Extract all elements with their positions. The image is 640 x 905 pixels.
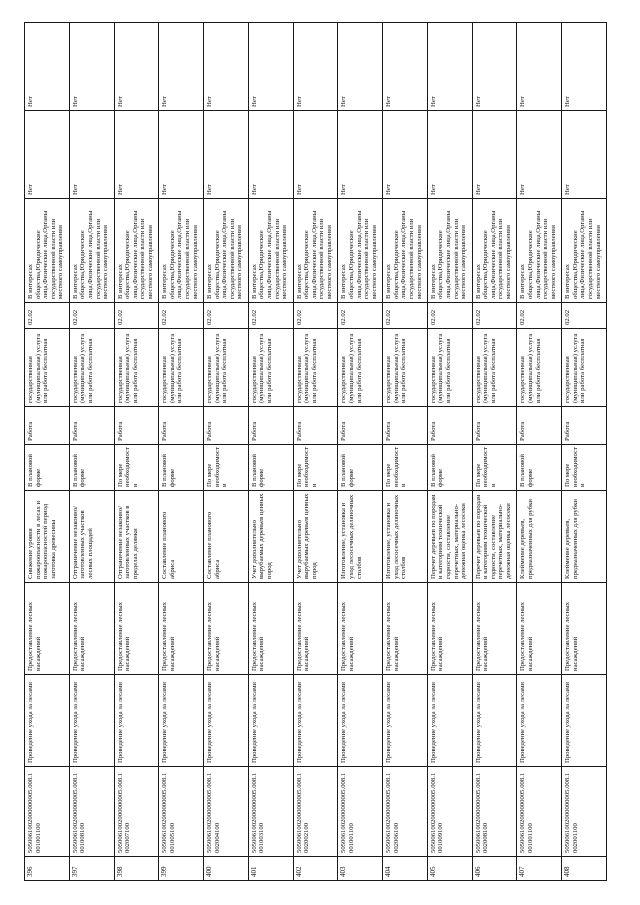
registry-code: 5050061002000000005.008.1 001008100 bbox=[69, 767, 114, 857]
category: Работа bbox=[472, 407, 517, 445]
row-number: 400 bbox=[204, 857, 249, 881]
work-condition: По мере необходимости bbox=[204, 445, 249, 491]
payment-nature: государственная (муниципальная) услуга или работа бесплатная bbox=[25, 329, 70, 407]
category: Работа bbox=[293, 407, 338, 445]
row-number: 405 bbox=[427, 857, 472, 881]
okved-code: 02.02 bbox=[338, 303, 383, 329]
table-row bbox=[427, 23, 472, 881]
category: Работа bbox=[204, 407, 249, 445]
flag-column-2: Нет bbox=[427, 23, 472, 111]
table-row bbox=[338, 23, 383, 881]
flag-column-1: Нет bbox=[248, 111, 293, 199]
row-number: 408 bbox=[562, 857, 607, 881]
row-number: 406 bbox=[472, 857, 517, 881]
row-number: 397 bbox=[69, 857, 114, 881]
service-type: Предоставление лесных насаждений bbox=[517, 583, 562, 675]
service-name: Проведение ухода за лесами bbox=[338, 675, 383, 767]
okved-code: 02.02 bbox=[472, 303, 517, 329]
service-name: Проведение ухода за лесами bbox=[204, 675, 249, 767]
service-name: Проведение ухода за лесами bbox=[248, 675, 293, 767]
consumers: В интересах общества,Юридические лица,Физические лица,Органы государственной власти или местного самоуправления bbox=[69, 199, 114, 303]
okved-code: 02.02 bbox=[562, 303, 607, 329]
flag-column-2: Нет bbox=[69, 23, 114, 111]
work-condition: По мере необходимости bbox=[293, 445, 338, 491]
table-row bbox=[159, 23, 204, 881]
work-condition: По мере необходимости bbox=[383, 445, 428, 491]
service-name: Проведение ухода за лесами bbox=[517, 675, 562, 767]
service-type: Предоставление лесных насаждений bbox=[383, 583, 428, 675]
payment-nature: государственная (муниципальная) услуга или работа бесплатная bbox=[293, 329, 338, 407]
consumers: В интересах общества,Юридические лица,Физические лица,Органы государственной власти или местного самоуправления bbox=[248, 199, 293, 303]
flag-column-2: Нет bbox=[248, 23, 293, 111]
work-content: Отграничение незаконно/заготовленных участков в пределах делянки bbox=[114, 491, 159, 583]
category: Работа bbox=[427, 407, 472, 445]
table-row bbox=[25, 23, 70, 881]
service-name: Проведение ухода за лесами bbox=[159, 675, 204, 767]
flag-column-1: Нет bbox=[517, 111, 562, 199]
work-content: Клеймение деревьев, предназначенных для рубки bbox=[517, 491, 562, 583]
row-number: 404 bbox=[383, 857, 428, 881]
registry-code: 5050061002000000005.008.1 002007100 bbox=[114, 767, 159, 857]
payment-nature: государственная (муниципальная) услуга или работа бесплатная bbox=[562, 329, 607, 407]
consumers: В интересах общества,Юридические лица,Физические лица,Органы государственной власти или местного самоуправления bbox=[338, 199, 383, 303]
service-type: Предоставление лесных насаждений bbox=[204, 583, 249, 675]
work-content: Учет дополнительно вырубаемых деревьев ценных пород bbox=[248, 491, 293, 583]
row-number: 398 bbox=[114, 857, 159, 881]
flag-column-1: Нет bbox=[383, 111, 428, 199]
payment-nature: государственная (муниципальная) услуга или работа бесплатная bbox=[114, 329, 159, 407]
work-content: Перечет деревьев по породам и категориям технической годности, составление перечетных, материально-денежная оценка лесосеки bbox=[427, 491, 472, 583]
service-name: Проведение ухода за лесами bbox=[69, 675, 114, 767]
flag-column-1: Нет bbox=[338, 111, 383, 199]
work-condition: В плановой форме bbox=[248, 445, 293, 491]
work-content: Учет дополнительно вырубаемых деревьев ценных пород bbox=[293, 491, 338, 583]
registry-code: 5050061002000000005.008.1 001001100 bbox=[517, 767, 562, 857]
service-name: Проведение ухода за лесами bbox=[427, 675, 472, 767]
consumers: В интересах общества,Юридические лица,Физические лица,Органы государственной власти или местного самоуправления bbox=[383, 199, 428, 303]
service-name: Проведение ухода за лесами bbox=[293, 675, 338, 767]
payment-nature: государственная (муниципальная) услуга или работа бесплатная bbox=[69, 329, 114, 407]
payment-nature: государственная (муниципальная) услуга или работа бесплатная bbox=[204, 329, 249, 407]
table-row bbox=[383, 23, 428, 881]
registry-code: 5050061002000000005.008.1 001005100 bbox=[159, 767, 204, 857]
service-type: Предоставление лесных насаждений bbox=[248, 583, 293, 675]
work-content: Составление планового абриса bbox=[159, 491, 204, 583]
consumers: В интересах общества,Юридические лица,Физические лица,Органы государственной власти или местного самоуправления bbox=[562, 199, 607, 303]
work-content: Изготовление, установка и уход лесосечных деляночных столбов bbox=[338, 491, 383, 583]
work-content: Составление планового абриса bbox=[204, 491, 249, 583]
work-condition: По мере необходимости bbox=[114, 445, 159, 491]
payment-nature: государственная (муниципальная) услуга или работа бесплатная bbox=[338, 329, 383, 407]
service-name: Проведение ухода за лесами bbox=[562, 675, 607, 767]
work-condition: В плановой форме bbox=[25, 445, 70, 491]
work-condition: В плановой форме bbox=[517, 445, 562, 491]
payment-nature: государственная (муниципальная) услуга или работа бесплатная bbox=[159, 329, 204, 407]
flag-column-1: Нет bbox=[204, 111, 249, 199]
category: Работа bbox=[517, 407, 562, 445]
registry-code: 5050061002000000005.008.1 002006100 bbox=[383, 767, 428, 857]
work-content: Перечет деревьев по породам и категориям технической годности, составление перечетных, материально-денежная оценка лесосеки bbox=[472, 491, 517, 583]
okved-code: 02.02 bbox=[427, 303, 472, 329]
service-type: Предоставление лесных насаждений bbox=[293, 583, 338, 675]
flag-column-2: Нет bbox=[204, 23, 249, 111]
payment-nature: государственная (муниципальная) услуга или работа бесплатная bbox=[383, 329, 428, 407]
flag-column-1: Нет bbox=[472, 111, 517, 199]
service-name: Проведение ухода за лесами bbox=[472, 675, 517, 767]
category: Работа bbox=[25, 407, 70, 445]
category: Работа bbox=[114, 407, 159, 445]
flag-column-1: Нет bbox=[427, 111, 472, 199]
work-condition: По мере необходимости bbox=[472, 445, 517, 491]
work-condition: По мере необходимости bbox=[562, 445, 607, 491]
work-content: Снижение уровня пожароопасности в лесах и пожароопасностей период заготовка древесины bbox=[25, 491, 70, 583]
payment-nature: государственная (муниципальная) услуга или работа бесплатная bbox=[427, 329, 472, 407]
flag-column-2: Нет bbox=[114, 23, 159, 111]
table-row bbox=[293, 23, 338, 881]
flag-column-1: Нет bbox=[25, 111, 70, 199]
table-row bbox=[248, 23, 293, 881]
flag-column-2: Нет bbox=[293, 23, 338, 111]
okved-code: 02.02 bbox=[159, 303, 204, 329]
okved-code: 02.02 bbox=[114, 303, 159, 329]
table-body bbox=[25, 23, 607, 881]
work-condition: В плановой форме bbox=[338, 445, 383, 491]
service-name: Проведение ухода за лесами bbox=[25, 675, 70, 767]
registry-code: 5050061002000000005.008.1 002008100 bbox=[472, 767, 517, 857]
service-type: Предоставление лесных насаждений bbox=[472, 583, 517, 675]
service-type: Предоставление лесных насаждений bbox=[69, 583, 114, 675]
service-name: Проведение ухода за лесами bbox=[114, 675, 159, 767]
consumers: В интересах общества,Юридические лица,Физические лица,Органы государственной власти или местного самоуправления bbox=[114, 199, 159, 303]
service-type: Предоставление лесных насаждений bbox=[562, 583, 607, 675]
service-type: Предоставление лесных насаждений bbox=[338, 583, 383, 675]
flag-column-1: Нет bbox=[114, 111, 159, 199]
work-condition: В плановой форме bbox=[69, 445, 114, 491]
table-row bbox=[114, 23, 159, 881]
service-type: Предоставление лесных насаждений bbox=[159, 583, 204, 675]
okved-code: 02.02 bbox=[69, 303, 114, 329]
table-row bbox=[204, 23, 249, 881]
flag-column-2: Нет bbox=[562, 23, 607, 111]
services-table bbox=[24, 22, 607, 881]
service-type: Предоставление лесных насаждений bbox=[25, 583, 70, 675]
consumers: В интересах общества,Юридические лица,Физические лица,Органы государственной власти или местного самоуправления bbox=[25, 199, 70, 303]
consumers: В интересах общества,Юридические лица,Физические лица,Органы государственной власти или местного самоуправления bbox=[204, 199, 249, 303]
registry-code: 5050061002000000005.008.1 001001100 bbox=[25, 767, 70, 857]
registry-code: 5050061002000000005.008.1 001001100 bbox=[338, 767, 383, 857]
flag-column-1: Нет bbox=[159, 111, 204, 199]
work-content: Изготовление, установка и уход лесосечных деляночных столбов bbox=[383, 491, 428, 583]
flag-column-1: Нет bbox=[69, 111, 114, 199]
consumers: В интересах общества,Юридические лица,Физические лица,Органы государственной власти или местного самоуправления bbox=[427, 199, 472, 303]
okved-code: 02.02 bbox=[517, 303, 562, 329]
consumers: В интересах общества,Юридические лица,Физические лица,Органы государственной власти или местного самоуправления bbox=[517, 199, 562, 303]
row-number: 399 bbox=[159, 857, 204, 881]
flag-column-2: Нет bbox=[25, 23, 70, 111]
row-number: 403 bbox=[338, 857, 383, 881]
registry-code: 5050061002000000005.008.1 001003100 bbox=[248, 767, 293, 857]
payment-nature: государственная (муниципальная) услуга или работа бесплатная bbox=[248, 329, 293, 407]
flag-column-1: Нет bbox=[293, 111, 338, 199]
registry-code: 5050061002000000005.008.1 001009100 bbox=[427, 767, 472, 857]
table-row bbox=[562, 23, 607, 881]
okved-code: 02.02 bbox=[248, 303, 293, 329]
work-content: Клеймение деревьев, предназначенных для рубки bbox=[562, 491, 607, 583]
okved-code: 02.02 bbox=[25, 303, 70, 329]
registry-code: 5050061002000000005.008.1 002004100 bbox=[204, 767, 249, 857]
row-number: 402 bbox=[293, 857, 338, 881]
okved-code: 02.02 bbox=[383, 303, 428, 329]
category: Работа bbox=[562, 407, 607, 445]
service-type: Предоставление лесных насаждений bbox=[114, 583, 159, 675]
table-row bbox=[69, 23, 114, 881]
consumers: В интересах общества,Юридические лица,Физические лица,Органы государственной власти или местного самоуправления bbox=[159, 199, 204, 303]
work-condition: В плановой форме bbox=[159, 445, 204, 491]
flag-column-2: Нет bbox=[338, 23, 383, 111]
row-number: 407 bbox=[517, 857, 562, 881]
okved-code: 02.02 bbox=[204, 303, 249, 329]
row-number: 401 bbox=[248, 857, 293, 881]
registry-code: 5050061002000000005.008.1 002002100 bbox=[293, 767, 338, 857]
work-condition: В плановой форме bbox=[427, 445, 472, 491]
consumers: В интересах общества,Юридические лица,Физические лица,Органы государственной власти или местного самоуправления bbox=[472, 199, 517, 303]
flag-column-2: Нет bbox=[517, 23, 562, 111]
flag-column-2: Нет bbox=[383, 23, 428, 111]
flag-column-2: Нет bbox=[159, 23, 204, 111]
category: Работа bbox=[69, 407, 114, 445]
registry-code: 5050061002000000005.008.1 002001100 bbox=[562, 767, 607, 857]
table-row bbox=[472, 23, 517, 881]
table-row bbox=[517, 23, 562, 881]
category: Работа bbox=[383, 407, 428, 445]
payment-nature: государственная (муниципальная) услуга или работа бесплатная bbox=[517, 329, 562, 407]
category: Работа bbox=[159, 407, 204, 445]
consumers: В интересах общества,Юридические лица,Физические лица,Органы государственной власти или местного самоуправления bbox=[293, 199, 338, 303]
service-type: Предоставление лесных насаждений bbox=[427, 583, 472, 675]
category: Работа bbox=[248, 407, 293, 445]
row-number: 396 bbox=[25, 857, 70, 881]
service-name: Проведение ухода за лесами bbox=[383, 675, 428, 767]
flag-column-1: Нет bbox=[562, 111, 607, 199]
flag-column-2: Нет bbox=[472, 23, 517, 111]
work-content: Отграничение незаконно/заготовленных участков лесных площадей bbox=[69, 491, 114, 583]
category: Работа bbox=[338, 407, 383, 445]
okved-code: 02.02 bbox=[293, 303, 338, 329]
rotated-table-wrapper bbox=[24, 23, 607, 881]
payment-nature: государственная (муниципальная) услуга или работа бесплатная bbox=[472, 329, 517, 407]
